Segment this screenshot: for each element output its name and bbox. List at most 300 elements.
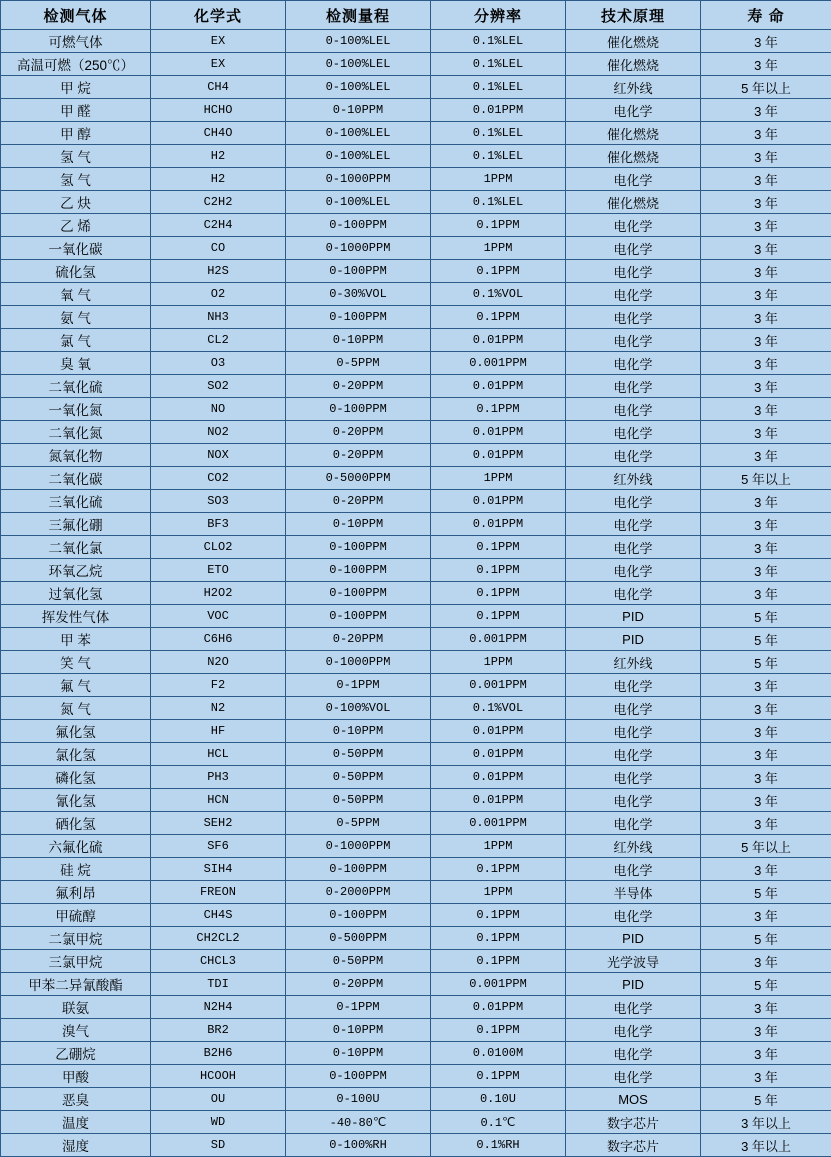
table-cell: 催化燃烧 — [566, 191, 701, 214]
table-row — [1, 812, 831, 835]
table-cell: 0-100%LEL — [286, 191, 431, 214]
table-cell: 0-50PPM — [286, 950, 431, 973]
table-cell: CLO2 — [151, 536, 286, 559]
table-cell: 电化学 — [566, 444, 701, 467]
table-cell: 3 年 — [701, 398, 831, 421]
table-row — [1, 99, 831, 122]
table-cell: 5 年 — [701, 628, 831, 651]
table-row — [1, 490, 831, 513]
table-cell: 硫化氢 — [1, 260, 151, 283]
table-cell: 电化学 — [566, 421, 701, 444]
table-cell: 甲 烷 — [1, 76, 151, 99]
table-cell: 电化学 — [566, 674, 701, 697]
table-cell: 硅 烷 — [1, 858, 151, 881]
table-cell: 0-500PPM — [286, 927, 431, 950]
table-row — [1, 306, 831, 329]
table-cell: 电化学 — [566, 697, 701, 720]
table-cell: O3 — [151, 352, 286, 375]
table-cell: N2 — [151, 697, 286, 720]
table-cell: EX — [151, 53, 286, 76]
table-cell: CO — [151, 237, 286, 260]
table-cell: 红外线 — [566, 651, 701, 674]
table-cell: 催化燃烧 — [566, 145, 701, 168]
table-cell: 联氨 — [1, 996, 151, 1019]
table-cell: 0-10PPM — [286, 513, 431, 536]
table-row — [1, 214, 831, 237]
table-cell: SO2 — [151, 375, 286, 398]
table-cell: 0.1%LEL — [431, 53, 566, 76]
table-cell: BF3 — [151, 513, 286, 536]
table-cell: 0.01PPM — [431, 743, 566, 766]
table-cell: 笑 气 — [1, 651, 151, 674]
table-cell: 0.1%LEL — [431, 122, 566, 145]
table-row — [1, 352, 831, 375]
table-cell: 0-100PPM — [286, 398, 431, 421]
table-row — [1, 628, 831, 651]
table-cell: 氢 气 — [1, 168, 151, 191]
table-cell: H2S — [151, 260, 286, 283]
table-row — [1, 950, 831, 973]
table-cell: 0-100%LEL — [286, 53, 431, 76]
table-cell: 0-10PPM — [286, 1019, 431, 1042]
table-cell: 1PPM — [431, 835, 566, 858]
table-cell: 电化学 — [566, 720, 701, 743]
table-row — [1, 766, 831, 789]
table-cell: 3 年 — [701, 536, 831, 559]
table-cell: 0-50PPM — [286, 789, 431, 812]
table-cell: N2H4 — [151, 996, 286, 1019]
table-cell: 催化燃烧 — [566, 53, 701, 76]
table-cell: 甲酸 — [1, 1065, 151, 1088]
table-row — [1, 329, 831, 352]
table-row — [1, 1065, 831, 1088]
table-cell: CO2 — [151, 467, 286, 490]
table-cell: 0-100%LEL — [286, 30, 431, 53]
table-cell: 红外线 — [566, 835, 701, 858]
table-cell: 电化学 — [566, 237, 701, 260]
column-header-formula: 化学式 — [151, 1, 286, 30]
table-cell: 5 年以上 — [701, 835, 831, 858]
column-header-lifetime: 寿 命 — [701, 1, 831, 30]
table-cell: 电化学 — [566, 168, 701, 191]
table-cell: 0.1PPM — [431, 582, 566, 605]
table-cell: 3 年以上 — [701, 1134, 831, 1157]
table-cell: SEH2 — [151, 812, 286, 835]
table-cell: N2O — [151, 651, 286, 674]
table-cell: 三氟化硼 — [1, 513, 151, 536]
table-cell: 3 年 — [701, 743, 831, 766]
table-row — [1, 996, 831, 1019]
table-cell: 0.01PPM — [431, 490, 566, 513]
table-cell: 0-20PPM — [286, 490, 431, 513]
table-cell: 一氧化碳 — [1, 237, 151, 260]
table-row — [1, 467, 831, 490]
table-cell: 0.1PPM — [431, 536, 566, 559]
column-header-resolution: 分辨率 — [431, 1, 566, 30]
table-cell: 3 年 — [701, 30, 831, 53]
table-cell: 0-100%VOL — [286, 697, 431, 720]
table-header-row — [1, 1, 831, 30]
table-cell: ETO — [151, 559, 286, 582]
table-row — [1, 973, 831, 996]
table-cell: 3 年 — [701, 674, 831, 697]
table-cell: 0.1PPM — [431, 214, 566, 237]
table-cell: CH4S — [151, 904, 286, 927]
table-row — [1, 881, 831, 904]
table-cell: 0-20PPM — [286, 973, 431, 996]
table-row — [1, 789, 831, 812]
table-cell: 三氯甲烷 — [1, 950, 151, 973]
table-cell: 电化学 — [566, 1019, 701, 1042]
table-cell: 0-5PPM — [286, 812, 431, 835]
table-cell: 0-100PPM — [286, 605, 431, 628]
table-cell: FREON — [151, 881, 286, 904]
table-cell: 3 年 — [701, 720, 831, 743]
table-cell: 0-100PPM — [286, 1065, 431, 1088]
table-cell: 0.0100M — [431, 1042, 566, 1065]
table-cell: 电化学 — [566, 1065, 701, 1088]
table-cell: 0-1PPM — [286, 674, 431, 697]
table-cell: 0-100U — [286, 1088, 431, 1111]
table-cell: 0.01PPM — [431, 375, 566, 398]
table-cell: 电化学 — [566, 260, 701, 283]
table-cell: 甲 苯 — [1, 628, 151, 651]
table-cell: 5 年 — [701, 651, 831, 674]
table-cell: 0-1000PPM — [286, 168, 431, 191]
table-cell: 5 年 — [701, 881, 831, 904]
table-cell: 0.001PPM — [431, 973, 566, 996]
table-cell: 0.01PPM — [431, 720, 566, 743]
table-cell: HCHO — [151, 99, 286, 122]
table-cell: 3 年 — [701, 766, 831, 789]
table-row — [1, 697, 831, 720]
table-cell: 恶臭 — [1, 1088, 151, 1111]
table-cell: NO2 — [151, 421, 286, 444]
table-cell: 电化学 — [566, 398, 701, 421]
table-cell: WD — [151, 1111, 286, 1134]
table-cell: B2H6 — [151, 1042, 286, 1065]
table-cell: 0.001PPM — [431, 812, 566, 835]
table-row — [1, 927, 831, 950]
table-cell: 3 年 — [701, 904, 831, 927]
table-cell: 0-5PPM — [286, 352, 431, 375]
table-cell: 电化学 — [566, 329, 701, 352]
table-cell: 挥发性气体 — [1, 605, 151, 628]
table-cell: 二氧化氯 — [1, 536, 151, 559]
table-cell: 1PPM — [431, 237, 566, 260]
table-row — [1, 858, 831, 881]
table-row — [1, 1088, 831, 1111]
table-cell: 3 年 — [701, 329, 831, 352]
table-cell: 氮 气 — [1, 697, 151, 720]
table-cell: 0.1%LEL — [431, 76, 566, 99]
table-cell: 0.1%VOL — [431, 283, 566, 306]
table-cell: 甲苯二异氰酸酯 — [1, 973, 151, 996]
table-cell: MOS — [566, 1088, 701, 1111]
table-cell: 硒化氢 — [1, 812, 151, 835]
table-cell: 0-1000PPM — [286, 651, 431, 674]
table-row — [1, 743, 831, 766]
table-cell: 0.001PPM — [431, 674, 566, 697]
table-cell: 氟利昂 — [1, 881, 151, 904]
table-cell: H2 — [151, 145, 286, 168]
table-cell: 0-1000PPM — [286, 237, 431, 260]
table-cell: 一氧化氮 — [1, 398, 151, 421]
table-cell: 电化学 — [566, 1042, 701, 1065]
table-cell: 0.1PPM — [431, 605, 566, 628]
table-cell: 催化燃烧 — [566, 30, 701, 53]
table-cell: 3 年 — [701, 168, 831, 191]
table-cell: 0-10PPM — [286, 720, 431, 743]
table-cell: TDI — [151, 973, 286, 996]
table-cell: 3 年 — [701, 260, 831, 283]
table-cell: 电化学 — [566, 352, 701, 375]
table-cell: 3 年 — [701, 812, 831, 835]
table-cell: 电化学 — [566, 536, 701, 559]
table-cell: 溴气 — [1, 1019, 151, 1042]
table-cell: 3 年 — [701, 697, 831, 720]
table-cell: 0-1000PPM — [286, 835, 431, 858]
table-cell: 氟化氢 — [1, 720, 151, 743]
table-row — [1, 444, 831, 467]
table-cell: 0-2000PPM — [286, 881, 431, 904]
table-cell: 甲 醛 — [1, 99, 151, 122]
table-row — [1, 582, 831, 605]
table-cell: 3 年 — [701, 1042, 831, 1065]
table-cell: 甲 醇 — [1, 122, 151, 145]
table-row — [1, 1134, 831, 1157]
table-cell: HF — [151, 720, 286, 743]
table-cell: 0.1PPM — [431, 904, 566, 927]
table-cell: 0.001PPM — [431, 628, 566, 651]
table-cell: HCOOH — [151, 1065, 286, 1088]
table-cell: 六氟化硫 — [1, 835, 151, 858]
table-cell: SO3 — [151, 490, 286, 513]
table-row — [1, 605, 831, 628]
table-cell: 氰化氢 — [1, 789, 151, 812]
table-cell: 电化学 — [566, 375, 701, 398]
table-row — [1, 720, 831, 743]
table-cell: 电化学 — [566, 490, 701, 513]
table-cell: 3 年 — [701, 996, 831, 1019]
table-cell: 三氧化硫 — [1, 490, 151, 513]
table-cell: 0-5000PPM — [286, 467, 431, 490]
table-cell: 0-100PPM — [286, 260, 431, 283]
table-row — [1, 1042, 831, 1065]
table-cell: CH4O — [151, 122, 286, 145]
table-cell: SD — [151, 1134, 286, 1157]
table-cell: 高温可燃（250℃） — [1, 53, 151, 76]
table-cell: OU — [151, 1088, 286, 1111]
table-cell: 5 年以上 — [701, 76, 831, 99]
table-cell: 0.1℃ — [431, 1111, 566, 1134]
table-cell: 3 年 — [701, 375, 831, 398]
table-cell: 环氧乙烷 — [1, 559, 151, 582]
table-row — [1, 421, 831, 444]
table-cell: 0-100PPM — [286, 858, 431, 881]
table-cell: 二氧化硫 — [1, 375, 151, 398]
table-cell: 电化学 — [566, 812, 701, 835]
table-cell: H2 — [151, 168, 286, 191]
table-cell: 0.001PPM — [431, 352, 566, 375]
table-cell: 0-100PPM — [286, 214, 431, 237]
table-cell: 0-20PPM — [286, 444, 431, 467]
table-cell: 3 年 — [701, 191, 831, 214]
table-row — [1, 237, 831, 260]
table-cell: 3 年 — [701, 237, 831, 260]
table-cell: 3 年 — [701, 559, 831, 582]
table-cell: O2 — [151, 283, 286, 306]
table-cell: 0-100%LEL — [286, 76, 431, 99]
table-cell: 电化学 — [566, 214, 701, 237]
table-cell: 电化学 — [566, 513, 701, 536]
table-cell: 0-20PPM — [286, 628, 431, 651]
column-header-gas: 检测气体 — [1, 1, 151, 30]
table-cell: 红外线 — [566, 467, 701, 490]
table-cell: 数字芯片 — [566, 1134, 701, 1157]
table-cell: 1PPM — [431, 881, 566, 904]
table-cell: 臭 氧 — [1, 352, 151, 375]
table-cell: PID — [566, 605, 701, 628]
column-header-principle: 技术原理 — [566, 1, 701, 30]
table-cell: 3 年 — [701, 513, 831, 536]
table-cell: 甲硫醇 — [1, 904, 151, 927]
table-cell: 半导体 — [566, 881, 701, 904]
table-cell: H2O2 — [151, 582, 286, 605]
table-cell: 0-100PPM — [286, 536, 431, 559]
table-cell: 氧 气 — [1, 283, 151, 306]
table-cell: 0.01PPM — [431, 789, 566, 812]
table-body — [1, 30, 831, 1157]
table-cell: -40-80℃ — [286, 1111, 431, 1134]
table-cell: 3 年 — [701, 99, 831, 122]
table-cell: PID — [566, 973, 701, 996]
table-cell: 二氧化碳 — [1, 467, 151, 490]
table-cell: 0-100%LEL — [286, 145, 431, 168]
table-cell: 0.1PPM — [431, 927, 566, 950]
table-row — [1, 1111, 831, 1134]
table-cell: 电化学 — [566, 858, 701, 881]
table-cell: 0-10PPM — [286, 99, 431, 122]
table-cell: 氯 气 — [1, 329, 151, 352]
table-row — [1, 168, 831, 191]
table-cell: 1PPM — [431, 467, 566, 490]
table-cell: CH4 — [151, 76, 286, 99]
table-cell: 0.01PPM — [431, 513, 566, 536]
table-cell: 0-30%VOL — [286, 283, 431, 306]
table-cell: 5 年 — [701, 927, 831, 950]
table-cell: 0-100%LEL — [286, 122, 431, 145]
table-cell: 温度 — [1, 1111, 151, 1134]
table-cell: 0-100%RH — [286, 1134, 431, 1157]
table-cell: 3 年 — [701, 789, 831, 812]
table-row — [1, 559, 831, 582]
table-cell: VOC — [151, 605, 286, 628]
table-cell: 0.01PPM — [431, 329, 566, 352]
table-cell: PID — [566, 628, 701, 651]
table-cell: 0.1PPM — [431, 306, 566, 329]
table-cell: 氯化氢 — [1, 743, 151, 766]
table-cell: 0-100PPM — [286, 582, 431, 605]
table-cell: EX — [151, 30, 286, 53]
table-cell: 0.1%LEL — [431, 30, 566, 53]
table-cell: 0.1PPM — [431, 398, 566, 421]
table-cell: 3 年以上 — [701, 1111, 831, 1134]
table-cell: 3 年 — [701, 444, 831, 467]
table-cell: 3 年 — [701, 1019, 831, 1042]
table-cell: 0-100PPM — [286, 904, 431, 927]
table-row — [1, 76, 831, 99]
table-cell: 3 年 — [701, 306, 831, 329]
table-cell: 1PPM — [431, 168, 566, 191]
table-row — [1, 53, 831, 76]
table-cell: 3 年 — [701, 421, 831, 444]
table-cell: 0-10PPM — [286, 1042, 431, 1065]
table-cell: 0-100PPM — [286, 559, 431, 582]
table-cell: 0.01PPM — [431, 444, 566, 467]
table-cell: 电化学 — [566, 306, 701, 329]
table-cell: 3 年 — [701, 214, 831, 237]
table-cell: 5 年 — [701, 973, 831, 996]
table-cell: 3 年 — [701, 490, 831, 513]
table-cell: 3 年 — [701, 53, 831, 76]
table-cell: 0.1PPM — [431, 1065, 566, 1088]
table-cell: CH2CL2 — [151, 927, 286, 950]
table-cell: 氨 气 — [1, 306, 151, 329]
table-cell: C2H4 — [151, 214, 286, 237]
table-cell: 5 年 — [701, 1088, 831, 1111]
table-cell: 3 年 — [701, 283, 831, 306]
table-cell: 0.01PPM — [431, 766, 566, 789]
table-cell: 催化燃烧 — [566, 122, 701, 145]
table-cell: CHCL3 — [151, 950, 286, 973]
table-row — [1, 122, 831, 145]
table-cell: 3 年 — [701, 352, 831, 375]
table-cell: 电化学 — [566, 99, 701, 122]
table-row — [1, 835, 831, 858]
table-cell: SIH4 — [151, 858, 286, 881]
table-row — [1, 398, 831, 421]
table-cell: 3 年 — [701, 1065, 831, 1088]
table-row — [1, 260, 831, 283]
table-cell: 电化学 — [566, 743, 701, 766]
table-cell: 0.1%RH — [431, 1134, 566, 1157]
table-cell: C6H6 — [151, 628, 286, 651]
table-row — [1, 1019, 831, 1042]
table-cell: 0-20PPM — [286, 421, 431, 444]
table-cell: 0.1PPM — [431, 559, 566, 582]
table-row — [1, 283, 831, 306]
table-cell: 红外线 — [566, 76, 701, 99]
table-cell: 氢 气 — [1, 145, 151, 168]
table-cell: 0.01PPM — [431, 99, 566, 122]
table-cell: 二氧化氮 — [1, 421, 151, 444]
table-cell: 电化学 — [566, 996, 701, 1019]
table-header — [1, 1, 831, 30]
table-cell: 3 年 — [701, 145, 831, 168]
table-cell: 0.10U — [431, 1088, 566, 1111]
table-cell: 数字芯片 — [566, 1111, 701, 1134]
table-cell: 5 年以上 — [701, 467, 831, 490]
table-cell: SF6 — [151, 835, 286, 858]
table-row — [1, 904, 831, 927]
table-cell: 0.01PPM — [431, 996, 566, 1019]
table-cell: 3 年 — [701, 122, 831, 145]
table-cell: PH3 — [151, 766, 286, 789]
table-cell: 1PPM — [431, 651, 566, 674]
table-cell: 电化学 — [566, 283, 701, 306]
table-cell: 0-100PPM — [286, 306, 431, 329]
